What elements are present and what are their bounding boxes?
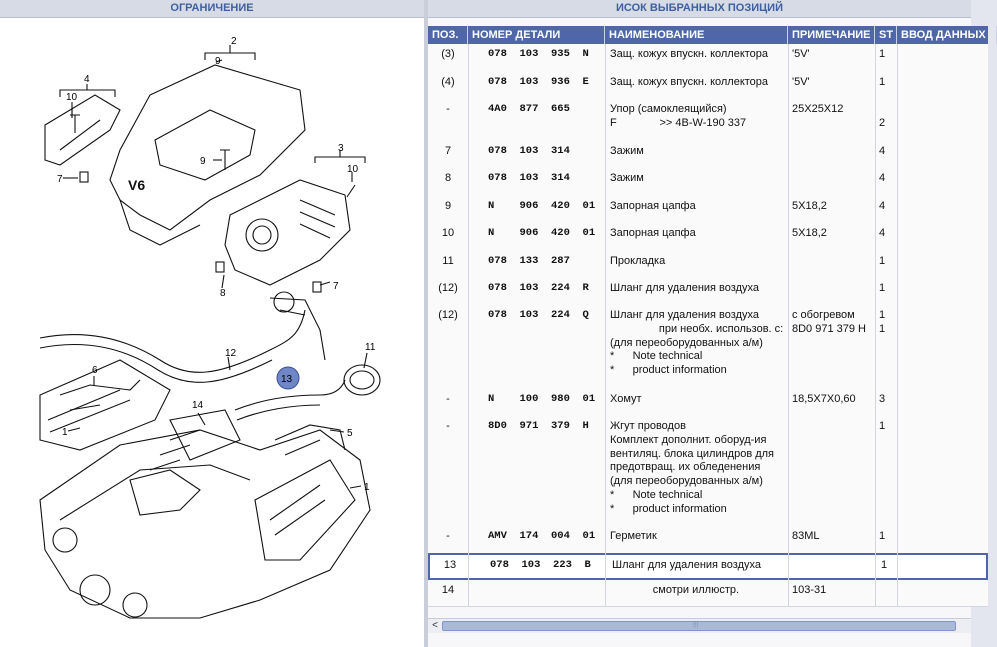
callout-2[interactable]: 2 [231, 36, 237, 47]
table-row[interactable] [428, 223, 988, 252]
cell-st: 1 [879, 530, 886, 542]
cell-part-number: N 906 420 01 [488, 227, 596, 239]
table-row[interactable] [428, 72, 988, 100]
cell-st: 4 [879, 227, 886, 239]
cell-pos: 11 [442, 255, 454, 267]
callout-5[interactable]: 5 [347, 428, 353, 439]
table-row[interactable] [428, 389, 988, 417]
callout-10-left[interactable]: 10 [66, 92, 78, 103]
table-row[interactable] [428, 580, 988, 607]
parts-list-title: ИСОК ВЫБРАННЫХ ПОЗИЦИЙ [428, 0, 971, 18]
col-pos[interactable]: ПОЗ. [428, 26, 468, 44]
scroll-left-arrow-icon[interactable]: < [432, 620, 438, 631]
cell-pos: 13 [443, 559, 457, 571]
scroll-grip-icon: ⦙⦙⦙ [693, 620, 699, 629]
table-row[interactable] [428, 416, 988, 527]
illustration-pane-title: ОГРАНИЧЕНИЕ [0, 0, 424, 18]
cell-st: 4 [879, 200, 886, 212]
table-row[interactable] [428, 526, 988, 554]
cell-note: 18,5X7X0,60 [792, 393, 856, 405]
cell-pos: (12) [438, 282, 458, 294]
cell-name: Защ. кожух впускн. коллектора [610, 76, 769, 88]
cell-name: Упор (самоклеящийся) F >> 4B-W-190 337 [610, 103, 747, 129]
cell-part-number: 078 103 936 E [488, 76, 589, 88]
cell-st: 1 [879, 255, 886, 267]
callout-4[interactable]: 4 [84, 74, 90, 85]
callout-7-right[interactable]: 7 [333, 281, 339, 292]
cell-part-number: 078 103 224 R [488, 282, 589, 294]
cell-st: 1 [879, 76, 886, 88]
v6-emblem: V6 [128, 177, 146, 193]
grid-line [875, 44, 876, 606]
callout-8[interactable]: 8 [220, 288, 226, 299]
callout-6[interactable]: 6 [92, 365, 98, 376]
horizontal-scrollbar[interactable] [428, 618, 971, 633]
table-row[interactable] [428, 305, 988, 390]
cell-note: с обогревом 8D0 971 379 H [792, 309, 866, 335]
cell-pos: - [446, 103, 450, 115]
cell-st: 1 [879, 420, 886, 432]
cell-part-number: N 906 420 01 [488, 200, 596, 212]
grid-line [788, 44, 789, 606]
cell-pos: - [446, 420, 450, 432]
cell-part-number: AMV 174 004 01 [488, 530, 596, 542]
callout-13[interactable]: 13 [281, 374, 293, 385]
callout-3[interactable]: 3 [338, 143, 344, 154]
cell-name: Защ. кожух впускн. коллектора [610, 48, 769, 60]
cell-pos: - [446, 530, 450, 542]
cell-pos: (12) [438, 309, 458, 321]
grid-line [897, 44, 898, 606]
table-row[interactable] [428, 141, 988, 169]
cell-st: 4 [879, 172, 886, 184]
cell-pos: 9 [444, 200, 452, 212]
table-row[interactable] [428, 251, 988, 279]
cell-name: Шланг для удаления воздуха [612, 559, 761, 571]
grid-line [605, 44, 606, 606]
grid-line [468, 44, 469, 606]
cell-st: 1 [881, 559, 888, 571]
cell-st: 1 1 [879, 309, 886, 335]
col-st[interactable]: ST [875, 26, 897, 44]
cell-part-number: 078 103 223 B [490, 559, 591, 571]
cell-name: смотри иллюстр. [610, 584, 740, 596]
cell-note: 5X18,2 [792, 227, 827, 239]
cell-note: 5X18,2 [792, 200, 827, 212]
cell-name: Прокладка [610, 255, 666, 267]
cell-st: 4 [879, 145, 886, 157]
cell-part-number: 078 133 287 [488, 255, 570, 267]
cell-name: Зажим [610, 172, 644, 184]
cell-pos: - [446, 393, 450, 405]
cell-pos: (4) [441, 76, 455, 88]
cell-part-number: 8D0 971 379 H [488, 420, 589, 432]
callout-1[interactable]: 1 [364, 482, 370, 493]
cell-name: Герметик [610, 530, 657, 542]
cell-note: '5V' [792, 76, 810, 88]
table-row[interactable] [428, 196, 988, 224]
cell-name: Зажим [610, 145, 644, 157]
callout-7-left[interactable]: 7 [57, 174, 63, 185]
table-row[interactable] [428, 44, 988, 73]
cell-name: Запорная цапфа [610, 200, 696, 212]
parts-list-pane [428, 0, 986, 647]
callout-12[interactable]: 12 [225, 348, 237, 359]
col-note[interactable]: ПРИМЕЧАНИЕ [788, 26, 875, 44]
cell-name: Шланг для удаления воздуха [610, 282, 759, 294]
cell-note: 103-31 [792, 584, 827, 596]
parts-table-header [428, 26, 988, 44]
cell-part-number: N 100 980 01 [488, 393, 596, 405]
cell-name: Хомут [610, 393, 642, 405]
cell-pos: 8 [444, 172, 452, 184]
scroll-thumb[interactable] [442, 621, 956, 631]
cell-part-number: 4A0 877 665 [488, 103, 570, 115]
cell-name: Жгут проводов Комплект дополнит. оборуд-ия вентиляц. блока цилиндров для предотвращ. их обледенения (для переоборудованных а/м) * Note technical * product information [610, 420, 775, 515]
cell-note: '5V' [792, 48, 810, 60]
callout-9-top[interactable]: 9 [215, 56, 221, 67]
col-part-number[interactable]: НОМЕР ДЕТАЛИ [468, 26, 605, 44]
cell-pos: 14 [441, 584, 455, 596]
illustration-pane [0, 0, 424, 647]
callout-11[interactable]: 11 [365, 342, 376, 353]
cell-st: 1 [879, 48, 886, 60]
cell-pos: 7 [444, 145, 452, 157]
col-data-entry[interactable]: ВВОД ДАННЫХ [897, 26, 997, 44]
cell-part-number: 078 103 314 [488, 172, 570, 184]
table-row-selected[interactable] [428, 553, 988, 580]
cell-pos: 10 [441, 227, 455, 239]
cell-note: 25X25X12 [792, 103, 844, 115]
table-row[interactable] [428, 99, 988, 142]
cell-st: 3 [879, 393, 886, 405]
cell-name: Шланг для удаления воздуха при необх. использов. с: (для переоборудованных а/м) * Note technical * product information [610, 309, 784, 377]
cell-part-number: 078 103 224 Q [488, 309, 589, 321]
callout-1-left[interactable]: 1 [62, 427, 68, 438]
cell-part-number: 078 103 314 [488, 145, 570, 157]
callout-14[interactable]: 14 [192, 400, 204, 411]
engine-parts-diagram[interactable] [0, 18, 424, 647]
cell-name: Запорная цапфа [610, 227, 696, 239]
table-row[interactable] [428, 168, 988, 197]
cell-st: 1 [879, 282, 886, 294]
cell-st: 2 [879, 116, 886, 129]
cell-note: 83ML [792, 530, 820, 542]
callout-10-right[interactable]: 10 [347, 164, 359, 175]
callout-9-mid[interactable]: 9 [200, 156, 206, 167]
table-row[interactable] [428, 278, 988, 306]
cell-pos: (3) [441, 48, 455, 60]
cell-part-number: 078 103 935 N [488, 48, 589, 60]
col-name[interactable]: НАИМЕНОВАНИЕ [605, 26, 788, 44]
